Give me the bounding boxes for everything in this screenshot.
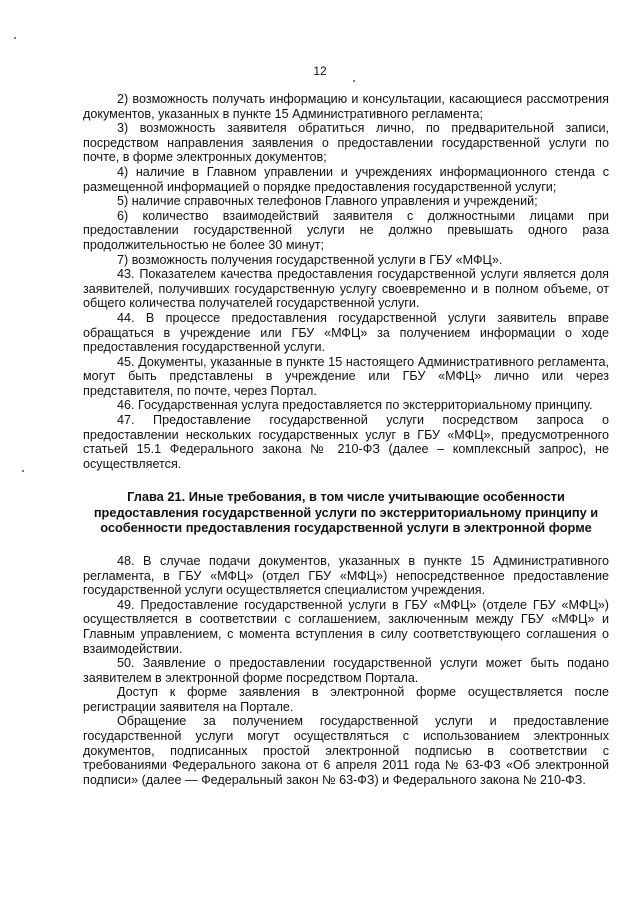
paragraph: 48. В случае подачи документов, указанных в пункте 15 Административного регламента, в ГБУ «МФЦ» (отдел ГБУ «МФЦ») непосредственное предоставление государственной услуги осуществляется специалистом учреждения. [83, 553, 609, 598]
paragraph: 7) возможность получения государственной услуги в ГБУ «МФЦ». [117, 252, 503, 267]
paragraph: 5) наличие справочных телефонов Главного управления и учреждений; [117, 194, 538, 209]
paragraph: 49. Предоставление государственной услуги в ГБУ «МФЦ» (отделе ГБУ «МФЦ») осуществляется в соответствии с соглашением, заключенным между ГБУ «МФЦ» и Главным управлением, с момента вступления в силу соответствующего соглашения о взаимодействии. [83, 597, 609, 656]
paragraph: 45. Документы, указанные в пункте 15 настоящего Административного регламента, могут быть представлены в учреждение или ГБУ «МФЦ» лично или через представителя, по почте, через Портал. [83, 354, 609, 398]
page-number: 12 [313, 64, 327, 78]
scan-speck [353, 80, 355, 82]
chapter-heading: Глава 21. Иные требования, в том числе учитывающие особенности предоставления государственной услуги по экстерриториальному принципу и особенности предоставления государственной услуги в электронной форме [93, 489, 599, 536]
paragraph: 2) возможность получать информацию и консультации, касающиеся рассмотрения документов, указанных в пункте 15 Административного регламента; [83, 92, 609, 121]
paragraph: 43. Показателем качества предоставления государственной услуги является доля заявителей, получивших государственную услугу своевременно и в полном объеме, от общего количества получателей государственной услуги. [83, 267, 609, 311]
paragraph: 4) наличие в Главном управлении и учреждениях информационного стенда с размещенной информацией о порядке предоставления государственной услуги; [83, 164, 609, 194]
document-body [83, 92, 609, 787]
paragraph: 6) количество взаимодействий заявителя с должностными лицами при предоставлении государственной услуги не должно превышать одного раза продолжительностью не более 30 минут; [83, 208, 609, 252]
paragraph: 47. Предоставление государственной услуги посредством запроса о предоставлении нескольких государственных услуг в ГБУ «МФЦ», предусмотренного статьей 15.1 Федерального закона № 210-ФЗ (далее – комплексный запрос), не осуществляется. [83, 413, 609, 471]
paragraph: 50. Заявление о предоставлении государственной услуги может быть подано заявителем в электронной форме посредством Портала. [83, 656, 609, 685]
scan-speck [22, 470, 24, 472]
paragraph: 46. Государственная услуга предоставляется по экстерриториальному принципу. [117, 398, 593, 413]
paragraph: Обращение за получением государственной услуги и предоставление государственной услуги могут осуществляться с использованием электронных документов, подписанных простой электронной подписью в соответствии с требованиями Федерального закона от 6 апреля 2011 года № 63-ФЗ «Об электронной подписи» (далее — Федеральный закон № 63-ФЗ) и Федерального закона № 210-ФЗ. [83, 714, 609, 787]
paragraph: 44. В процессе предоставления государственной услуги заявитель вправе обращаться в учреждение или ГБУ «МФЦ» за получением информации о ходе предоставления государственной услуги. [83, 310, 609, 355]
scan-speck [14, 37, 16, 39]
paragraph: 3) возможность заявителя обратиться лично, по предварительной записи, посредством направления заявления о предоставлении государственной услуги по почте, в форме электронных документов; [83, 121, 609, 165]
paragraph: Доступ к форме заявления в электронной форме осуществляется после регистрации заявителя на Портале. [83, 685, 609, 714]
